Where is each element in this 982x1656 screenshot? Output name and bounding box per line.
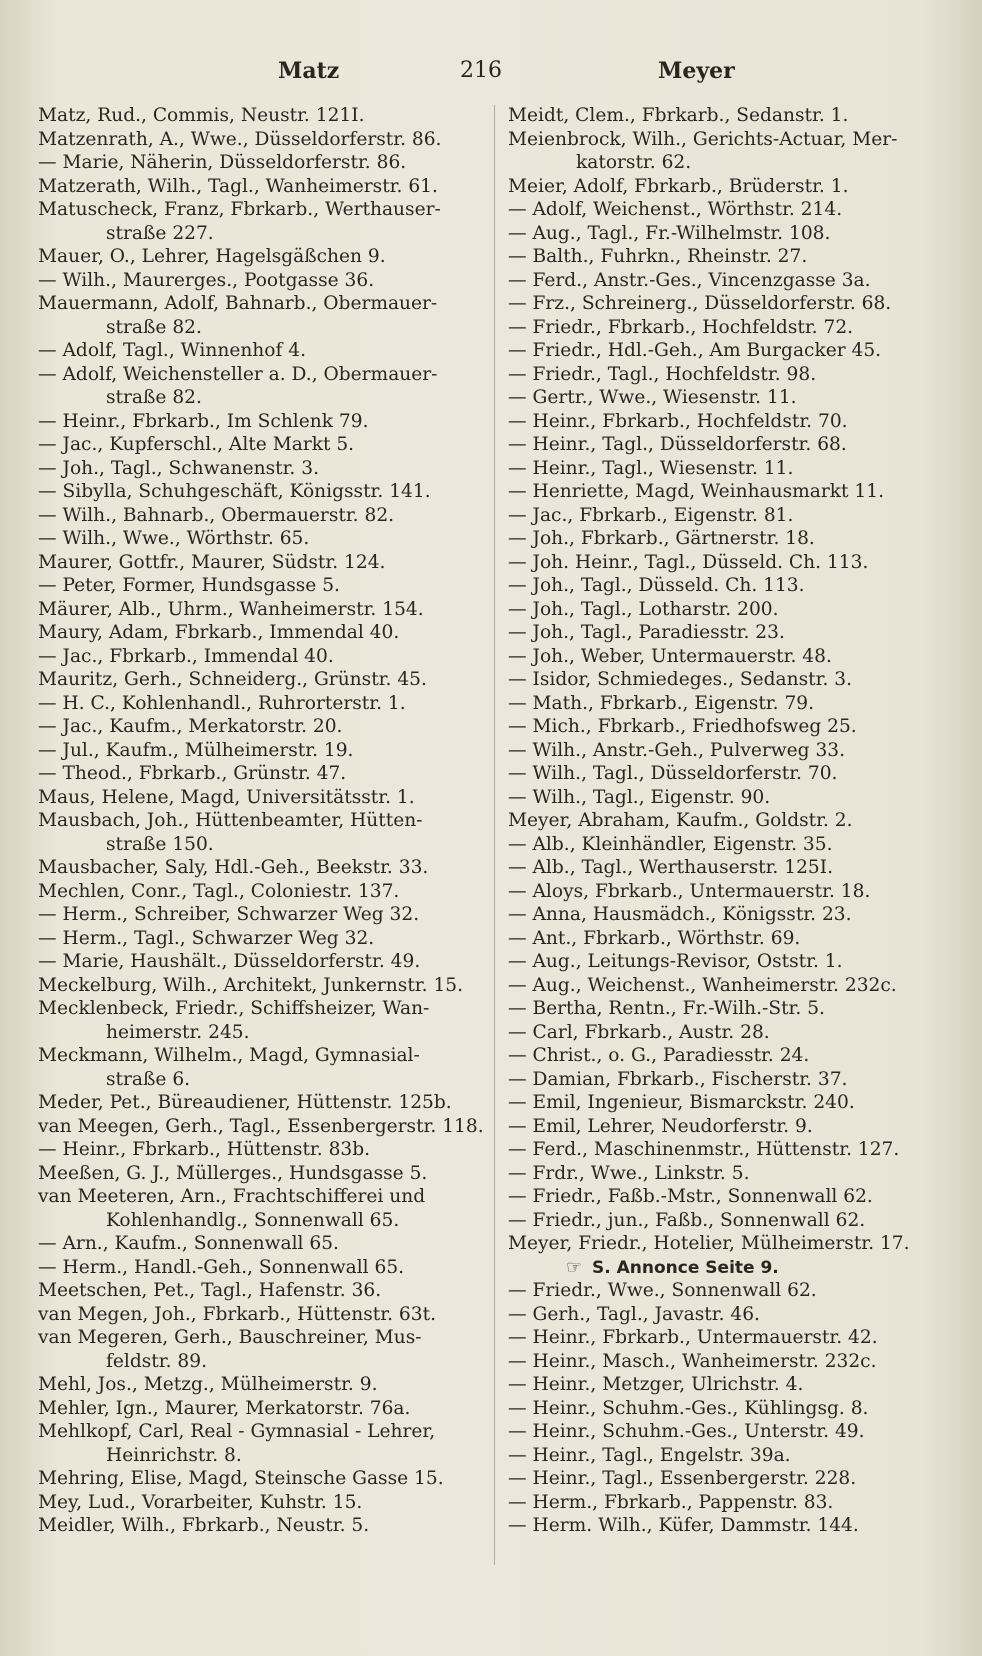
entry-text: — Wilh., Tagl., Eigenstr. 90. xyxy=(508,786,771,808)
entry-text: — Friedr., jun., Faßb., Sonnenwall 62. xyxy=(508,1209,866,1231)
entry-text: Mauer, O., Lehrer, Hagelsgäßchen 9. xyxy=(38,246,386,267)
directory-entry xyxy=(38,974,488,998)
entry-text: Mauritz, Gerh., Schneiderg., Grünstr. 45. xyxy=(38,669,427,690)
directory-entry xyxy=(38,574,488,598)
entry-text: Mehlkopf, Carl, Real - Gymnasial - Lehrer, xyxy=(38,1421,436,1442)
directory-entry xyxy=(508,269,958,293)
entry-text: — Wilh., Bahnarb., Obermauerstr. 82. xyxy=(38,504,395,526)
entry-text: — Heinr., Tagl., Essenbergerstr. 228. xyxy=(508,1468,857,1489)
directory-entry xyxy=(38,551,488,575)
entry-text: — Herm., Fbrkarb., Pappenstr. 83. xyxy=(508,1491,834,1513)
directory-entry xyxy=(508,974,958,998)
directory-entry xyxy=(38,269,488,293)
page-number: 216 xyxy=(460,58,502,83)
directory-entry xyxy=(508,997,958,1021)
directory-entry xyxy=(508,950,958,974)
directory-entry xyxy=(38,128,488,152)
entry-text: straße 82. xyxy=(106,316,202,338)
directory-entry xyxy=(38,950,488,974)
directory-entry xyxy=(508,292,958,316)
directory-entry xyxy=(508,1420,958,1444)
entry-text: — Aug., Tagl., Fr.-Wilhelmstr. 108. xyxy=(508,222,831,244)
header-left-keyword: Matz xyxy=(278,58,340,84)
directory-entry xyxy=(508,433,958,457)
directory-entry xyxy=(508,1514,958,1538)
entry-text: Kohlenhandlg., Sonnenwall 65. xyxy=(106,1209,400,1231)
directory-entry xyxy=(508,198,958,222)
directory-entry xyxy=(38,1420,488,1444)
directory-entry xyxy=(508,551,958,575)
directory-entry xyxy=(38,175,488,199)
entry-text: — Adolf, Tagl., Winnenhof 4. xyxy=(38,340,307,361)
directory-entry xyxy=(38,1444,488,1468)
directory-entry xyxy=(38,527,488,551)
entry-text: — Mich., Fbrkarb., Friedhofsweg 25. xyxy=(508,716,857,737)
entry-text: S. Annonce Seite 9. xyxy=(592,1257,779,1278)
entry-text: Mecklenbeck, Friedr., Schiffsheizer, Wan- xyxy=(38,998,430,1019)
entry-text: Maury, Adam, Fbrkarb., Immendal 40. xyxy=(38,622,400,643)
directory-entry xyxy=(508,1138,958,1162)
entry-text: — Ant., Fbrkarb., Wörthstr. 69. xyxy=(508,927,801,949)
entry-text: heimerstr. 245. xyxy=(106,1021,250,1043)
directory-entry xyxy=(508,1162,958,1186)
directory-entry xyxy=(38,1373,488,1397)
entry-text: — Wilh., Tagl., Düsseldorferstr. 70. xyxy=(508,763,838,784)
entry-text: Matuscheck, Franz, Fbrkarb., Werthauser- xyxy=(38,199,441,220)
directory-entry xyxy=(38,1397,488,1421)
directory-entry xyxy=(508,786,958,810)
directory-entry xyxy=(508,903,958,927)
directory-entry xyxy=(508,1021,958,1045)
left-column xyxy=(38,104,488,1538)
entry-text: Mehl, Jos., Metzg., Mülheimerstr. 9. xyxy=(38,1374,378,1395)
directory-entry xyxy=(38,598,488,622)
entry-text: — Heinr., Metzger, Ulrichstr. 4. xyxy=(508,1374,804,1395)
entry-text: — Friedr., Hdl.-Geh., Am Burgacker 45. xyxy=(508,340,882,361)
entry-text: — Emil, Lehrer, Neudorferstr. 9. xyxy=(508,1115,813,1137)
directory-entry xyxy=(38,339,488,363)
entry-text: straße 82. xyxy=(106,387,202,408)
directory-entry xyxy=(38,692,488,716)
entry-text: Meienbrock, Wilh., Gerichts-Actuar, Mer- xyxy=(508,128,898,150)
directory-entry xyxy=(508,1350,958,1374)
directory-entry xyxy=(38,1514,488,1538)
entry-text: — Heinr., Tagl., Engelstr. 39a. xyxy=(508,1444,791,1466)
entry-text: — Marie, Näherin, Düsseldorferstr. 86. xyxy=(38,152,407,173)
directory-entry xyxy=(508,692,958,716)
directory-entry xyxy=(38,1303,488,1327)
directory-entry xyxy=(38,739,488,763)
entry-text: — Damian, Fbrkarb., Fischerstr. 37. xyxy=(508,1068,848,1090)
entry-text: — Joh., Tagl., Lotharstr. 200. xyxy=(508,598,779,620)
directory-entry xyxy=(508,809,958,833)
entry-text: — Herm. Wilh., Küfer, Dammstr. 144. xyxy=(508,1515,859,1536)
directory-entry xyxy=(508,1444,958,1468)
entry-text: straße 150. xyxy=(106,833,214,855)
directory-entry xyxy=(38,1491,488,1515)
entry-text: — Wilh., Maurerges., Pootgasse 36. xyxy=(38,269,375,291)
entry-text: Matzenrath, A., Wwe., Düsseldorferstr. 86. xyxy=(38,128,442,150)
directory-entry xyxy=(38,762,488,786)
entry-text: Meidt, Clem., Fbrkarb., Sedanstr. 1. xyxy=(508,105,849,126)
entry-text: Mehring, Elise, Magd, Steinsche Gasse 15. xyxy=(38,1468,444,1489)
entry-text: Meetschen, Pet., Tagl., Hafenstr. 36. xyxy=(38,1280,382,1301)
entry-text: — Alb., Kleinhändler, Eigenstr. 35. xyxy=(508,833,833,855)
directory-entry xyxy=(508,1232,958,1256)
entry-text: — Anna, Hausmädch., Königsstr. 23. xyxy=(508,904,852,925)
entry-text: — Herm., Tagl., Schwarzer Weg 32. xyxy=(38,927,375,949)
entry-text: — Wilh., Anstr.-Geh., Pulverweg 33. xyxy=(508,739,846,761)
directory-entry xyxy=(38,668,488,692)
directory-entry xyxy=(508,1326,958,1350)
entry-text: Matz, Rud., Commis, Neustr. 121I. xyxy=(38,105,365,126)
entry-text: — Heinr., Fbrkarb., Hüttenstr. 83b. xyxy=(38,1139,371,1160)
directory-entry xyxy=(508,1467,958,1491)
directory-entry xyxy=(38,1256,488,1280)
entry-text: — Emil, Ingenieur, Bismarckstr. 240. xyxy=(508,1092,855,1113)
directory-entry xyxy=(38,1279,488,1303)
entry-text: Mehler, Ign., Maurer, Merkatorstr. 76a. xyxy=(38,1397,411,1419)
directory-entry xyxy=(38,151,488,175)
directory-entry xyxy=(38,1138,488,1162)
directory-entry xyxy=(38,997,488,1021)
entry-text: — Christ., o. G., Paradiesstr. 24. xyxy=(508,1045,810,1066)
directory-entry xyxy=(508,245,958,269)
directory-entry xyxy=(38,292,488,316)
directory-entry xyxy=(38,809,488,833)
directory-entry xyxy=(38,410,488,434)
entry-text: van Megeren, Gerh., Bauschreiner, Mus- xyxy=(38,1327,422,1348)
directory-entry xyxy=(508,316,958,340)
directory-entry xyxy=(508,574,958,598)
entry-text: — Adolf, Weichensteller a. D., Obermauer- xyxy=(38,363,438,385)
entry-text: — Heinr., Tagl., Wiesenstr. 11. xyxy=(508,457,794,479)
directory-entry xyxy=(38,833,488,857)
entry-text: Mäurer, Alb., Uhrm., Wanheimerstr. 154. xyxy=(38,598,424,620)
entry-text: — H. C., Kohlenhandl., Ruhrorterstr. 1. xyxy=(38,692,406,714)
directory-entry xyxy=(508,1209,958,1233)
entry-text: — Frdr., Wwe., Linkstr. 5. xyxy=(508,1162,750,1184)
entry-text: — Wilh., Wwe., Wörthstr. 65. xyxy=(38,528,310,549)
entry-text: Mey, Lud., Vorarbeiter, Kuhstr. 15. xyxy=(38,1491,363,1513)
entry-text: Meeßen, G. J., Müllerges., Hundsgasse 5. xyxy=(38,1162,428,1184)
entry-text: — Balth., Fuhrkn., Rheinstr. 27. xyxy=(508,246,808,267)
entry-text: — Heinr., Fbrkarb., Hochfeldstr. 70. xyxy=(508,410,848,432)
entry-text: — Friedr., Fbrkarb., Hochfeldstr. 72. xyxy=(508,316,854,338)
entry-text: — Heinr., Tagl., Düsseldorferstr. 68. xyxy=(508,434,847,455)
entry-text: — Sibylla, Schuhgeschäft, Königsstr. 141. xyxy=(38,481,431,502)
entry-text: — Carl, Fbrkarb., Austr. 28. xyxy=(508,1021,770,1043)
entry-text: van Megen, Joh., Fbrkarb., Hüttenstr. 63t. xyxy=(38,1303,436,1325)
entry-text: — Peter, Former, Hundsgasse 5. xyxy=(38,575,340,596)
directory-entry xyxy=(38,1185,488,1209)
directory-entry xyxy=(508,222,958,246)
directory-entry xyxy=(38,504,488,528)
entry-text: — Friedr., Tagl., Hochfeldstr. 98. xyxy=(508,363,817,385)
entry-text: — Gertr., Wwe., Wiesenstr. 11. xyxy=(508,387,797,408)
directory-entry xyxy=(38,316,488,340)
directory-entry xyxy=(508,1068,958,1092)
directory-entry xyxy=(508,104,958,128)
directory-entry xyxy=(508,1491,958,1515)
directory-entry xyxy=(508,1397,958,1421)
entry-text: — Isidor, Schmiedeges., Sedanstr. 3. xyxy=(508,669,853,690)
entry-text: Mechlen, Conr., Tagl., Coloniestr. 137. xyxy=(38,880,400,902)
directory-entry xyxy=(508,880,958,904)
directory-entry xyxy=(38,1350,488,1374)
entry-text: — Joh., Fbrkarb., Gärtnerstr. 18. xyxy=(508,528,815,549)
directory-entry xyxy=(508,1373,958,1397)
directory-entry xyxy=(508,1303,958,1327)
entry-text: — Arn., Kaufm., Sonnenwall 65. xyxy=(38,1233,339,1254)
entry-text: — Joh. Heinr., Tagl., Düsseld. Ch. 113. xyxy=(508,551,869,573)
entry-text: — Herm., Handl.-Geh., Sonnenwall 65. xyxy=(38,1256,405,1278)
entry-text: — Math., Fbrkarb., Eigenstr. 79. xyxy=(508,692,815,714)
annonce-reference xyxy=(508,1256,958,1280)
directory-entry xyxy=(508,621,958,645)
directory-entry xyxy=(508,457,958,481)
entry-text: — Heinr., Masch., Wanheimerstr. 232c. xyxy=(508,1350,877,1372)
entry-text: Meyer, Abraham, Kaufm., Goldstr. 2. xyxy=(508,810,853,831)
directory-entry xyxy=(508,927,958,951)
directory-entry xyxy=(38,1467,488,1491)
directory-entry xyxy=(508,386,958,410)
directory-entry xyxy=(38,1091,488,1115)
entry-text: — Gerh., Tagl., Javastr. 46. xyxy=(508,1303,760,1325)
directory-entry xyxy=(38,1162,488,1186)
directory-entry xyxy=(508,1091,958,1115)
entry-text: katorstr. 62. xyxy=(576,152,692,173)
entry-text: feldstr. 89. xyxy=(106,1350,207,1372)
entry-text: — Joh., Weber, Untermauerstr. 48. xyxy=(508,645,832,667)
directory-entry xyxy=(508,527,958,551)
directory-entry xyxy=(508,668,958,692)
directory-entry xyxy=(38,715,488,739)
directory-entry xyxy=(508,504,958,528)
directory-entry xyxy=(38,1021,488,1045)
column-divider xyxy=(494,105,495,1565)
directory-entry xyxy=(38,457,488,481)
entry-text: Meidler, Wilh., Fbrkarb., Neustr. 5. xyxy=(38,1515,370,1536)
directory-entry xyxy=(38,198,488,222)
directory-entry xyxy=(38,104,488,128)
directory-entry xyxy=(508,410,958,434)
directory-entry xyxy=(38,786,488,810)
directory-entry xyxy=(508,856,958,880)
directory-entry xyxy=(508,1115,958,1139)
pointing-hand-icon: ☞ xyxy=(566,1256,583,1278)
entry-text: — Frz., Schreinerg., Düsseldorferstr. 68. xyxy=(508,293,892,314)
entry-text: — Marie, Haushält., Düsseldorferstr. 49. xyxy=(38,951,421,972)
page-header xyxy=(0,58,982,98)
directory-entry xyxy=(38,856,488,880)
right-column xyxy=(508,104,958,1538)
entry-text: Meckelburg, Wilh., Architekt, Junkernstr. 15. xyxy=(38,974,464,996)
directory-entry xyxy=(38,1232,488,1256)
entry-text: — Heinr., Fbrkarb., Im Schlenk 79. xyxy=(38,410,369,432)
entry-text: — Friedr., Wwe., Sonnenwall 62. xyxy=(508,1280,817,1301)
directory-entry xyxy=(508,715,958,739)
entry-text: — Jac., Fbrkarb., Eigenstr. 81. xyxy=(508,504,794,526)
directory-entry xyxy=(38,245,488,269)
directory-entry xyxy=(38,222,488,246)
entry-text: Matzerath, Wilh., Tagl., Wanheimerstr. 61. xyxy=(38,175,438,197)
directory-entry xyxy=(38,1326,488,1350)
entry-text: Mausbacher, Saly, Hdl.-Geh., Beekstr. 33. xyxy=(38,857,429,878)
entry-text: — Heinr., Fbrkarb., Untermauerstr. 42. xyxy=(508,1327,878,1348)
entry-text: — Joh., Tagl., Paradiesstr. 23. xyxy=(508,622,785,643)
directory-entry xyxy=(38,903,488,927)
directory-entry xyxy=(508,151,958,175)
directory-entry xyxy=(508,739,958,763)
directory-entry xyxy=(508,1185,958,1209)
entry-text: — Adolf, Weichenst., Wörthstr. 214. xyxy=(508,199,843,220)
directory-entry xyxy=(38,927,488,951)
entry-text: Maus, Helene, Magd, Universitätsstr. 1. xyxy=(38,786,415,808)
entry-text: Meckmann, Wilhelm., Magd, Gymnasial- xyxy=(38,1045,420,1066)
entry-text: — Jac., Kaufm., Merkatorstr. 20. xyxy=(38,716,343,737)
entry-text: — Bertha, Rentn., Fr.-Wilh.-Str. 5. xyxy=(508,998,825,1019)
entry-text: Mauermann, Adolf, Bahnarb., Obermauer- xyxy=(38,293,438,314)
entry-text: — Aug., Weichenst., Wanheimerstr. 232c. xyxy=(508,974,897,996)
entry-text: — Aug., Leitungs-Revisor, Oststr. 1. xyxy=(508,951,843,972)
entry-text: — Joh., Tagl., Schwanenstr. 3. xyxy=(38,457,319,479)
directory-entry xyxy=(508,175,958,199)
entry-text: — Jul., Kaufm., Mülheimerstr. 19. xyxy=(38,739,354,761)
directory-entry xyxy=(38,621,488,645)
entry-text: — Heinr., Schuhm.-Ges., Unterstr. 49. xyxy=(508,1421,865,1442)
entry-text: — Joh., Tagl., Düsseld. Ch. 113. xyxy=(508,575,805,596)
entry-text: — Jac., Kupferschl., Alte Markt 5. xyxy=(38,434,355,455)
directory-entry xyxy=(38,645,488,669)
directory-entry xyxy=(38,363,488,387)
entry-text: Heinrichstr. 8. xyxy=(106,1444,242,1466)
directory-entry xyxy=(38,1044,488,1068)
entry-text: — Alb., Tagl., Werthauserstr. 125I. xyxy=(508,857,833,878)
entry-text: — Friedr., Faßb.-Mstr., Sonnenwall 62. xyxy=(508,1186,873,1207)
entry-text: straße 6. xyxy=(106,1068,191,1090)
directory-entry xyxy=(38,480,488,504)
entry-text: Meder, Pet., Büreaudiener, Hüttenstr. 125b. xyxy=(38,1092,452,1113)
entry-text: Mausbach, Joh., Hüttenbeamter, Hütten- xyxy=(38,810,423,831)
directory-entry xyxy=(38,880,488,904)
entry-text: van Meegen, Gerh., Tagl., Essenbergerstr. 118. xyxy=(38,1115,484,1137)
entry-text: — Theod., Fbrkarb., Grünstr. 47. xyxy=(38,763,347,784)
entry-text: van Meeteren, Arn., Frachtschifferei und xyxy=(38,1186,426,1207)
directory-entry xyxy=(508,645,958,669)
entry-text: Meier, Adolf, Fbrkarb., Brüderstr. 1. xyxy=(508,175,849,197)
directory-entry xyxy=(508,762,958,786)
directory-entry xyxy=(508,1279,958,1303)
entry-text: — Herm., Schreiber, Schwarzer Weg 32. xyxy=(38,904,420,925)
entry-text: — Jac., Fbrkarb., Immendal 40. xyxy=(38,645,334,667)
directory-entry xyxy=(508,598,958,622)
entry-text: Maurer, Gottfr., Maurer, Südstr. 124. xyxy=(38,551,386,573)
header-right-keyword: Meyer xyxy=(658,58,735,84)
directory-entry xyxy=(38,1209,488,1233)
entry-text: Meyer, Friedr., Hotelier, Mülheimerstr. 17. xyxy=(508,1233,910,1254)
directory-entry xyxy=(38,433,488,457)
entry-text: straße 227. xyxy=(106,222,214,244)
directory-entry xyxy=(508,833,958,857)
directory-entry xyxy=(508,480,958,504)
entry-text: — Heinr., Schuhm.-Ges., Kühlingsg. 8. xyxy=(508,1397,869,1419)
directory-entry xyxy=(38,386,488,410)
directory-entry xyxy=(38,1068,488,1092)
entry-text: — Aloys, Fbrkarb., Untermauerstr. 18. xyxy=(508,880,871,902)
directory-entry xyxy=(38,1115,488,1139)
directory-entry xyxy=(508,339,958,363)
directory-entry xyxy=(508,1044,958,1068)
entry-text: — Ferd., Maschinenmstr., Hüttenstr. 127. xyxy=(508,1139,900,1160)
directory-entry xyxy=(508,128,958,152)
entry-text: — Henriette, Magd, Weinhausmarkt 11. xyxy=(508,481,884,502)
directory-entry xyxy=(508,363,958,387)
entry-text: — Ferd., Anstr.-Ges., Vincenzgasse 3a. xyxy=(508,269,871,291)
